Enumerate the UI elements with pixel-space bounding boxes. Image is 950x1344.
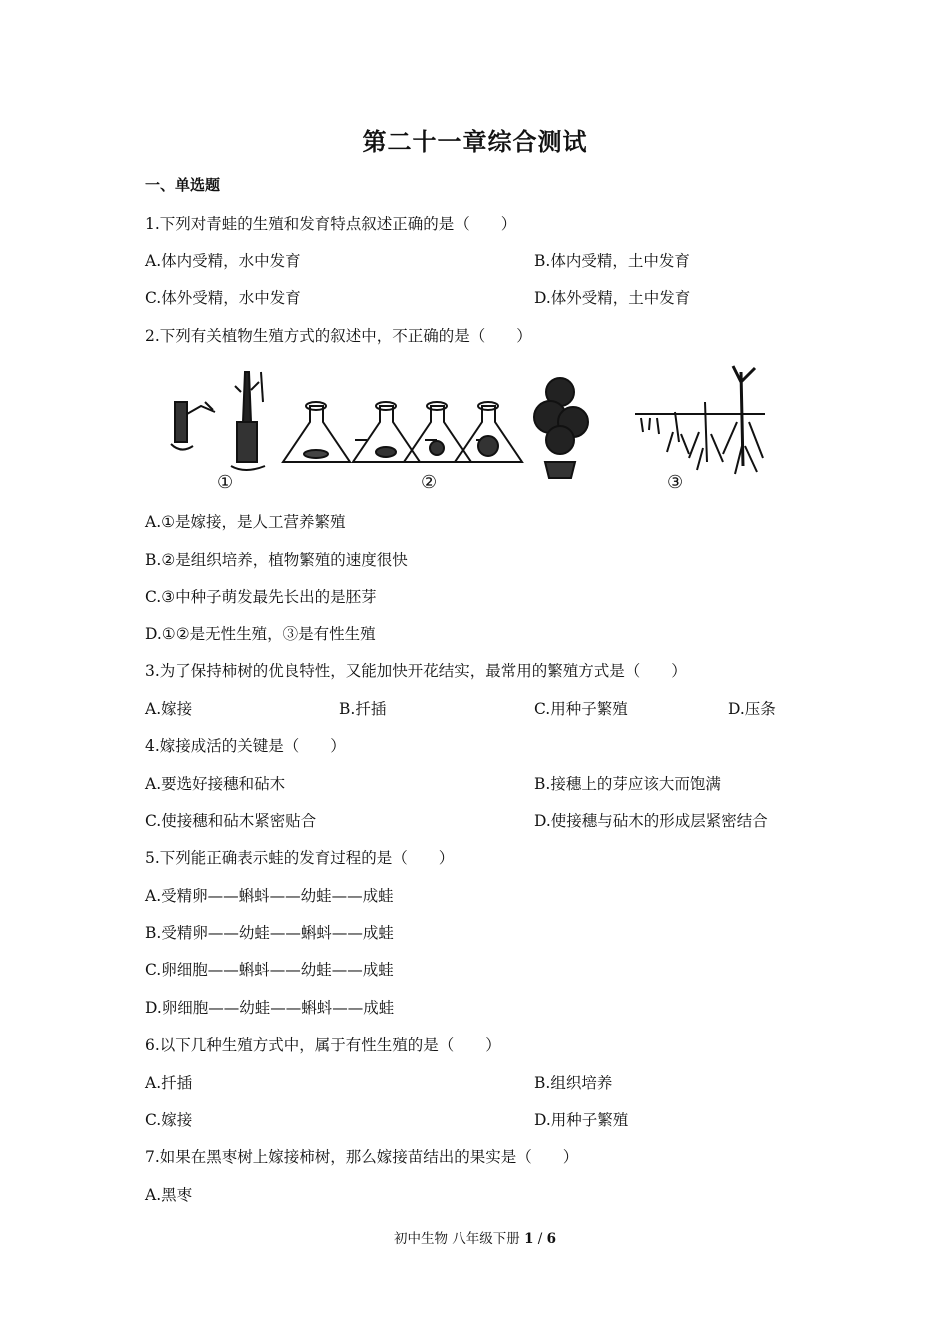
question-5-stem: 5.下列能正确表示蛙的发育过程的是（ ） [145, 849, 455, 867]
question-1-option-c: C.体外受精，水中发育 [145, 289, 301, 307]
question-1-option-a: A.体内受精，水中发育 [145, 252, 301, 270]
question-6-option-b: B.组织培养 [534, 1074, 613, 1092]
seed-germination-illustration [635, 366, 765, 474]
question-5-option-d: D.卵细胞——幼蛙——蝌蚪——成蛙 [145, 999, 395, 1017]
question-3-option-d: D.压条 [728, 700, 776, 718]
question-2-option-a: A.①是嫁接，是人工营养繁殖 [145, 513, 346, 531]
question-4-option-b: B.接穗上的芽应该大而饱满 [534, 775, 721, 793]
question-1-stem: 1.下列对青蛙的生殖和发育特点叙述正确的是（ ） [145, 215, 517, 233]
question-2-option-c: C.③中种子萌发最先长出的是胚芽 [145, 588, 377, 606]
footer-total-pages: 6 [546, 1231, 557, 1247]
question-7-option-a: A.黑枣 [145, 1186, 193, 1204]
question-6-option-a: A.扦插 [145, 1074, 193, 1092]
question-4-stem: 4.嫁接成活的关键是（ ） [145, 737, 346, 755]
question-5-option-b: B.受精卵——幼蛙——蝌蚪——成蛙 [145, 924, 394, 942]
question-3-stem: 3.为了保持柿树的优良特性，又能加快开花结实，最常用的繁殖方式是（ ） [145, 662, 687, 680]
question-6-stem: 6.以下几种生殖方式中，属于有性生殖的是（ ） [145, 1036, 501, 1054]
figure-label-3: ③ [667, 472, 684, 493]
plant-reproduction-figure [145, 362, 835, 494]
footer-text: 初中生物 八年级下册 [393, 1231, 525, 1247]
question-6-option-d: D.用种子繁殖 [534, 1111, 629, 1129]
page-title: 第二十一章综合测试 [362, 127, 588, 156]
question-4-option-c: C.使接穗和砧木紧密贴合 [145, 812, 317, 830]
question-2-option-d: D.①②是无性生殖，③是有性生殖 [145, 625, 376, 643]
question-2-option-b: B.②是组织培养，植物繁殖的速度很快 [145, 551, 408, 569]
question-5-option-a: A.受精卵——蝌蚪——幼蛙——成蛙 [145, 887, 394, 905]
question-2-stem: 2.下列有关植物生殖方式的叙述中，不正确的是（ ） [145, 327, 532, 345]
question-5-option-c: C.卵细胞——蝌蚪——幼蛙——成蛙 [145, 961, 394, 979]
question-1-option-d: D.体外受精，土中发育 [534, 289, 691, 307]
page-footer [0, 1227, 950, 1247]
question-4-option-d: D.使接穗与砧木的形成层紧密结合 [534, 812, 768, 830]
figure-label-2: ② [421, 472, 438, 493]
question-7-stem: 7.如果在黑枣树上嫁接柿树，那么嫁接苗结出的果实是（ ） [145, 1148, 579, 1166]
question-3-option-c: C.用种子繁殖 [534, 700, 628, 718]
footer-separator: / [533, 1231, 547, 1247]
footer-page-number: 1 [524, 1231, 534, 1247]
question-3-option-a: A.嫁接 [145, 700, 193, 718]
grafting-illustration [171, 372, 265, 470]
tissue-culture-illustration [283, 378, 588, 478]
question-1-option-b: B.体内受精，土中发育 [534, 252, 690, 270]
question-4-option-a: A.要选好接穗和砧木 [145, 775, 286, 793]
section-heading: 一、单选题 [145, 176, 221, 194]
question-3-option-b: B.扦插 [339, 700, 387, 718]
question-6-option-c: C.嫁接 [145, 1111, 193, 1129]
figure-label-1: ① [217, 472, 234, 493]
